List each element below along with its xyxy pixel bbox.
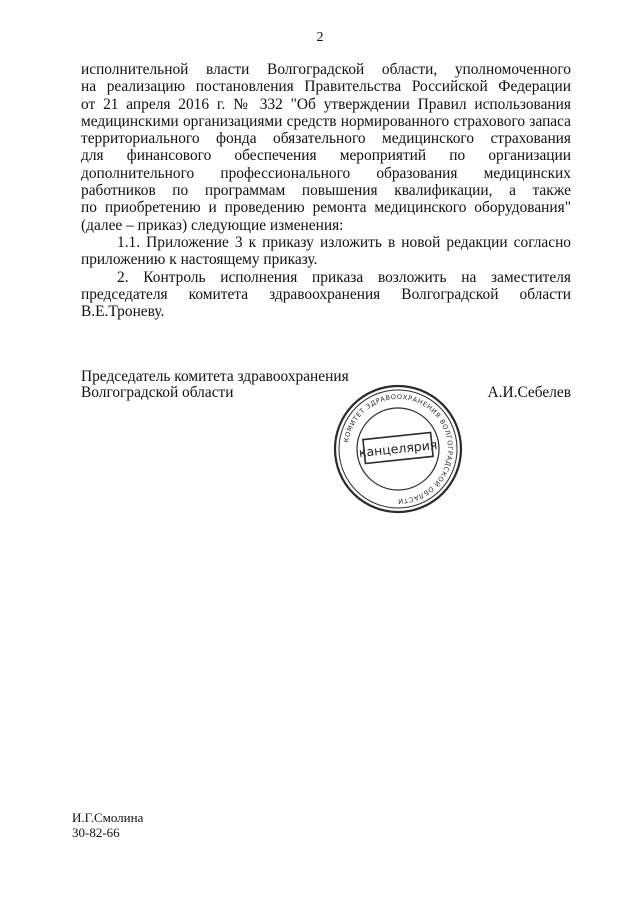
executor-phone: 30-82-66 [72, 824, 120, 840]
signatory-title-line-2: Волгоградской области [81, 384, 234, 401]
text-line: от 21 апреля 2016 г. № 332 "Об утверждении Правил использования [81, 95, 571, 113]
paragraph-intro [81, 61, 571, 234]
stamp-center-text: канцелярия [358, 436, 438, 461]
text-line: для финансового обеспечения мероприятий по организации [81, 147, 571, 165]
signatory-name: А.И.Себелев [487, 384, 571, 401]
text-line: медицинскими организациями средств нормированного страхового запаса [81, 112, 571, 130]
text-line: территориального фонда обязательного медицинского страхования [81, 130, 571, 148]
chancellery-stamp-icon [331, 382, 465, 516]
text-line: (далее – приказ) следующие изменения: [81, 216, 344, 234]
paragraph-1-1 [81, 234, 571, 269]
text-line: по приобретению и проведению ремонта медицинского оборудования" [81, 199, 571, 217]
stamp-ring-text: КОМИТЕТ ЗДРАВООХРАНЕНИЯ ВОЛГОГРАДСКОЙ ОБЛАСТИ [342, 392, 455, 506]
text-line: председателя комитета здравоохранения Волгоградской области [81, 285, 571, 303]
text-line: 2. Контроль исполнения приказа возложить на заместителя [117, 268, 571, 286]
page-number: 2 [316, 30, 324, 45]
signature-block [81, 369, 571, 401]
text-line: исполнительной власти Волгоградской области, уполномоченного [81, 61, 571, 78]
signatory-title-line-1: Председатель комитета здравоохранения [81, 368, 349, 385]
text-line: дополнительного профессионального образования медицинских [81, 164, 571, 182]
text-line: 1.1. Приложение 3 к приказу изложить в новой редакции согласно [117, 233, 571, 251]
text-line: В.Е.Троневу. [81, 303, 165, 321]
document-body [81, 61, 571, 320]
text-line: приложению к настоящему приказу. [81, 251, 318, 269]
text-line: работников по программам повышения квалификации, а также [81, 182, 571, 200]
paragraph-2 [81, 269, 571, 321]
text-line: на реализацию постановления Правительства Российской Федерации [81, 78, 571, 96]
executor-name: И.Г.Смолина [72, 810, 144, 825]
executor-info [72, 811, 143, 840]
